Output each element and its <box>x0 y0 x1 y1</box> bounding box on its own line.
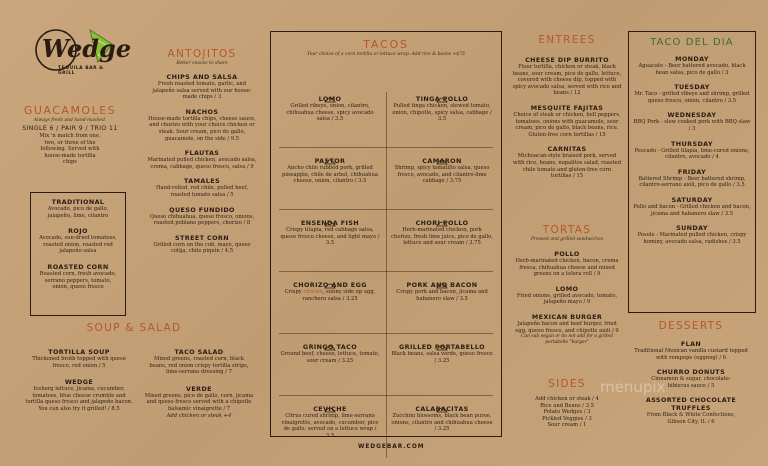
menu-item-name: GRINGO TACO <box>302 343 358 351</box>
taco-icon <box>275 88 385 95</box>
day-name: WEDNESDAY <box>667 111 717 120</box>
side-item <box>508 422 626 429</box>
side-separator: / <box>583 415 589 422</box>
menu-item-name: CEVICHE <box>313 405 347 413</box>
day-desc: Pescado - Grilled tilapia, lime-cured onions, cilantro, avocado / 4 <box>634 147 750 161</box>
soup-salad-title: SOUP & SALAD <box>86 322 182 334</box>
menu-item-name: LOMO <box>555 284 579 293</box>
menu-item-name: WEDGE <box>64 378 94 387</box>
side-price: 3.5 <box>585 402 594 409</box>
menu-item-desc: Marinated pulled chicken, avocado salsa, crema, cabbage, queso fresco, salsa / 9 <box>147 157 257 170</box>
menu-item-desc: From Black & White Confections, Gibson City, IL / 6 <box>646 412 736 425</box>
menu-item-name: QUESO FUNDIDO <box>169 205 235 214</box>
side-price: 3 <box>587 409 591 416</box>
menu-item-extra: Add chicken or steak +4 <box>166 412 232 419</box>
side-name: Add chicken or steak <box>535 396 591 402</box>
day-desc: Posole - Marinated pulled chicken, crispy hominy, avocado salsa, radishes / 3.5 <box>637 232 747 245</box>
day-desc: Mr. Taco - grilled ribeye and shrimp, grilled queso fresco, onion, cilantro / 3.5 <box>634 91 750 104</box>
taco-item <box>387 338 497 364</box>
menu-item-desc: Jalapeño bacon and beef burger, fried egg, queso fresco, and chipotle aioli / 9 <box>515 320 619 334</box>
menu-item-desc: Shrimp, spicy tomatillo salsa, queso fresco, avocado, and cilantro-lime cabbage / 3.75 <box>394 165 490 185</box>
menu-item-desc: Iceberg lettuce, jicama, cucumber, tomatoes, blue cheese crumble and tortilla queso fresco and jalapeño bacon. You can also try it grilled! / 8.5 <box>25 386 133 412</box>
day-desc: Pollo and bacon - Grilled chicken and bacon, jicama and habanero slaw / 3.5 <box>633 203 751 217</box>
side-item <box>508 396 626 403</box>
watermark: menupix <box>600 378 666 396</box>
menu-item-desc: Ancho chile rubbed pork, grilled pineapple, chile de arbol, chihuahua cheese, onion, cilantro / 3.5 <box>282 165 378 185</box>
menu-item-extra: Can sub vegan or do not add for a grilled portabello "burger" <box>521 334 613 345</box>
menu-item-desc: House-made tortilla chips, cheese sauce, and chorizo with your choice chicken or steak. Sour cream, pico de gallo, guacamole, on the side / 9.5 <box>148 115 256 142</box>
side-name: Pickled Veggies <box>542 415 584 422</box>
tacos-box <box>270 31 502 437</box>
menu-item-name: STREET CORN <box>175 233 229 242</box>
menu-item-name: CAMARON <box>422 157 462 165</box>
menu-item-desc: Thickened broth topped with queso fresco, red onion / 5 <box>32 356 126 369</box>
side-item <box>508 416 626 423</box>
menu-item-desc: Crispy tilapia, red cabbage salsa, queso fresco cheese, and light mayo / 3.5 <box>280 227 380 247</box>
menu-item-desc: Herb-marinated chicken, pork chorizo, fresh lime juice, pico de gallo, lettuce and sour cream / 3.75 <box>391 227 493 247</box>
tacos-title: TACOS <box>363 38 409 51</box>
menu-item-name: FLAN <box>680 340 702 348</box>
day-name: MONDAY <box>675 55 709 63</box>
day-desc: BBQ Pork - slow cooked pork with BBQ slaw / 3 <box>633 119 751 132</box>
menu-item-name: POLLO <box>554 250 580 258</box>
taco-icon <box>387 336 497 343</box>
desc-pre: Crispy <box>284 289 304 295</box>
menu-item-desc: Cinnamon & sugar, chocolate-hibiscus sauce / 5 <box>651 376 731 389</box>
tortas-subtitle: Pressed and grilled sandwiches <box>530 237 604 242</box>
desserts-column <box>628 0 754 466</box>
taco-item <box>387 400 497 433</box>
day-name: FRIDAY <box>677 167 707 176</box>
side-name: Rice and Beans <box>540 402 581 409</box>
guacamole-options-box <box>30 192 126 316</box>
menu-item-desc: Traditional Mexican vanilla custard topped with rompope (eggnog) / 6 <box>634 348 748 361</box>
menu-item-name: CHIPS AND SALSA <box>166 73 238 81</box>
menu-item-name: MESQUITE FAJITAS <box>530 103 604 112</box>
menu-item-name: NACHOS <box>185 107 219 116</box>
guacamoles-section <box>0 104 140 166</box>
menu-item-desc: Mixed greens, roasted corn, black beans, red onion crispy tortilla strips, lime-serrano dressing / 7 <box>149 356 249 376</box>
menu-item-desc: Roasted corn, fresh avocado, serrano peppers, tomato, onion, queso fresco <box>39 270 117 291</box>
menu-item-name: TRADITIONAL <box>51 198 105 206</box>
menu-item-desc: Fried onions, grilled avocado, tomato, jalapeño mayo / 9 <box>516 292 618 306</box>
taco-item <box>387 152 497 185</box>
menu-item-name: CARNITAS <box>547 145 587 154</box>
taco-icon <box>387 88 497 95</box>
guacamoles-subtitle: Always fresh and hand-mashed. <box>33 118 107 123</box>
menu-item-desc: Herb-marinated chicken, bacon, crema fresca, chihuahua cheese and mixed greens on a telera roll / 9 <box>515 258 619 278</box>
side-separator: / <box>580 402 586 409</box>
menu-item-name: PORK AND BACON <box>406 281 478 289</box>
side-name: Potato Wedges <box>543 409 583 416</box>
side-price: 3 <box>588 415 592 422</box>
side-name: Sour cream <box>547 422 579 429</box>
menu-item-desc: Avocado, sun-dried tomatoes, roasted onion, roasted red jalapeño salsa <box>39 235 117 255</box>
taco-icon <box>387 398 497 405</box>
menu-item-name: CHORI POLLO <box>415 219 469 227</box>
taco-icon <box>275 212 385 219</box>
menu-item-desc: Crispy pork and bacon, jicama and habanero slaw / 3.5 <box>396 289 488 302</box>
day-name: TUESDAY <box>674 83 710 92</box>
antojitos-column <box>142 0 262 466</box>
menu-item-name: MEXICAN BURGER <box>531 312 603 321</box>
taco-icon <box>275 336 385 343</box>
menu-item-desc: Flour tortilla, chicken or steak, black beans, sour cream, pico de gallo, lettuce, covered with cheese dip, topped with spicy avocado salsa, served with rice and beans / 12 <box>512 64 622 97</box>
taco-item <box>275 90 385 123</box>
taco-icon <box>275 398 385 405</box>
menu-item-desc: Fresh roasted tomato, garlic, and jalapeño salsa served with our house-made chips / 3 <box>152 81 252 101</box>
menu-item-name: TAMALES <box>184 177 220 186</box>
taco-item <box>275 214 385 247</box>
side-separator: / <box>578 422 584 429</box>
logo-wordmark: Wedge <box>42 34 132 63</box>
guacamoles-sizes: SINGLE 6 / PAIR 9 / TRIO 11 <box>22 125 118 132</box>
menu-item-desc: Black beans, salsa verde, queso fresco / 3.25 <box>391 351 493 364</box>
antojitos-title: ANTOJITOS <box>167 48 237 60</box>
desc-highlight: chorizo <box>303 289 323 295</box>
menu-item-name: CHEESE DIP BURRITO <box>525 56 609 64</box>
menu-item-desc: Grilled corn on the cob, mayo, queso cotija, chile piquin / 4.5 <box>153 241 251 255</box>
menu-item-name: ENSENDA FISH <box>300 219 359 227</box>
menu-item-desc: Pulled tinga chicken, stewed tomato, onion, chipotle, spicy salsa, cabbage / 3.5 <box>392 103 492 123</box>
menu-item-desc <box>275 289 385 302</box>
taco-del-dia-title: TACO DEL DIA <box>650 37 734 48</box>
taco-icon <box>275 150 385 157</box>
menu-item-name: VERDE <box>186 384 212 393</box>
menu-item-name: TORTILLA SOUP <box>48 348 110 356</box>
taco-item <box>275 152 385 185</box>
side-price: 1 <box>583 422 587 429</box>
menu-item-name: ROASTED CORN <box>47 262 109 271</box>
sides-title: SIDES <box>548 378 586 390</box>
guacamoles-desc: Mix 'n match from one, two, or three of the following. Served with house-made tortilla chips <box>39 133 101 166</box>
desc-rest: , sunny side up egg, ranchero salsa / 3.25 <box>302 289 376 302</box>
menu-item-desc: Zucchini blossoms, black bean puree, onions, cilantro and chihuahua cheese / 3.25 <box>391 413 493 433</box>
day-name: SATURDAY <box>671 195 713 204</box>
taco-icon <box>387 274 497 281</box>
menu-item-desc: Ground beef, cheese, lettuce, tomato, sour cream / 3.25 <box>280 351 380 364</box>
entrees-title: ENTREES <box>538 34 596 46</box>
menu-item-name: TINGA POLLO <box>415 95 469 103</box>
entrees-column <box>508 0 626 466</box>
logo <box>28 26 132 76</box>
day-name: SUNDAY <box>676 224 708 233</box>
taco-item <box>387 214 497 247</box>
menu-item-name: PASTOR <box>314 157 346 165</box>
sides-list <box>508 396 626 429</box>
menu-item-desc: Queso chihuahua, queso fresco, onions, roasted poblano peppers, chorizo / 8 <box>149 213 255 227</box>
menu-item-desc: Choice of steak or chicken, bell peppers, tomatoes, onions with guacamole, sour cream, pico de gallo, black beans, rice. Gluten-free corn tortillas / 15 <box>513 111 621 138</box>
taco-item <box>387 276 497 302</box>
menu-item-desc: Citrus cured shrimp, lime-serrano vinaigrette, avocado, cucumber, pico de gallo, served on a lettuce wrap / 3.5 <box>281 413 379 439</box>
day-name: THURSDAY <box>671 139 713 148</box>
day-desc: Aguacate - Beer battered avocado, black bean salsa, pico de gallo / 3 <box>638 63 746 76</box>
logo-tagline: TEQUILA BAR & GRILL <box>58 66 104 76</box>
menu-item-desc: Michoacan-style braised pork, served with rice, beans, nopalitos salad, roasted chile tomato and gluten-free corn tortillas / 15 <box>512 153 622 180</box>
menu-item-name: GRILLED PORTABELLO <box>399 343 485 351</box>
taco-icon <box>387 150 497 157</box>
day-desc: Battered Shrimp - Beer battered shrimp, cilantro-serrano aioli, pico de gallo / 3.5 <box>638 175 746 189</box>
side-item <box>508 409 626 416</box>
side-separator: / <box>582 409 588 416</box>
menu-item-desc: Avocado, pico de gallo, jalapeño, lime, cilantro <box>47 206 109 219</box>
desserts-title: DESSERTS <box>658 320 724 332</box>
antojitos-subtitle: Better snacks to share <box>176 61 228 66</box>
tortas-title: TORTAS <box>542 224 592 236</box>
menu-item-name: FLAUTAS <box>184 149 220 158</box>
menu-item-desc: Grilled ribeye, onion, cilantro, chihuahua cheese, spicy avocado salsa / 3.5 <box>286 103 374 123</box>
menu-item-name: CHURRO DONUTS <box>656 368 726 377</box>
side-item <box>508 403 626 410</box>
menu-item-name: TACO SALAD <box>174 348 224 356</box>
side-separator: / <box>590 396 596 402</box>
menu-item-name: ROJO <box>68 227 88 236</box>
menu-item-desc: Mixed greens, pico de gallo, corn, jicama and queso fresco served with a chipotle balsamic vinaigrette / 7 <box>144 392 254 412</box>
taco-item <box>387 90 497 123</box>
tacos-subtitle: Your choice of a corn tortilla or lettuce wrap. Add rice & beans +$75 <box>307 52 465 57</box>
taco-icon <box>387 212 497 219</box>
menu-item-name: LOMO <box>318 95 342 103</box>
taco-column-divider <box>386 92 387 458</box>
taco-item <box>275 276 385 302</box>
taco-item <box>275 338 385 364</box>
taco-item <box>275 400 385 439</box>
guacamoles-title: GUACAMOLES <box>23 104 117 117</box>
website-link[interactable]: WEDGEBAR.COM <box>358 444 425 450</box>
side-price: 4 <box>595 396 599 402</box>
menu-item-name: ASSORTED CHOCOLATE TRUFFLES <box>645 396 737 413</box>
taco-icon <box>275 274 385 281</box>
menu-item-name: CALABACITAS <box>415 405 469 413</box>
menu-item-name: CHORIZO AND EGG <box>293 281 367 289</box>
menu-item-desc: Hand-rolled, red chile, pulled beef, roasted tomato salsa / 5 <box>156 185 248 198</box>
